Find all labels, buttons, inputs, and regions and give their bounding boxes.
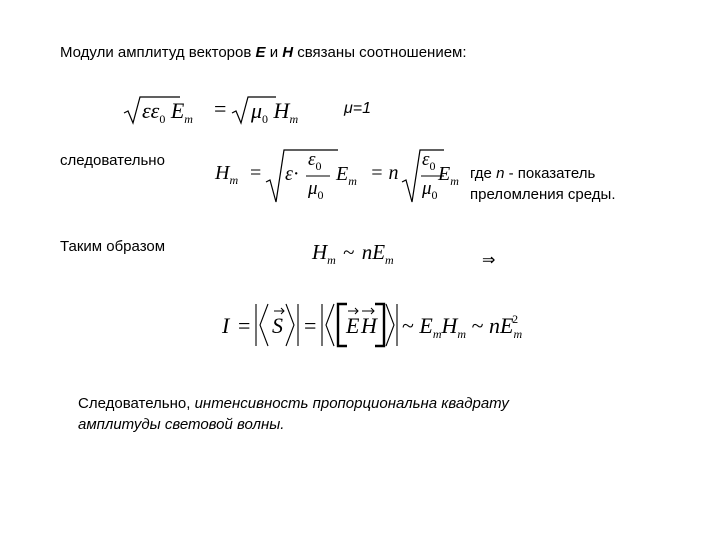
eq2-E: E	[336, 163, 349, 185]
eq2-equals-n: = n	[370, 162, 399, 184]
eq2-equals: =	[250, 162, 262, 184]
eq2-denominator: μ	[308, 178, 318, 199]
eq4-S: S	[272, 313, 283, 338]
eq4-I: I	[222, 313, 230, 338]
eq2-numerator: ε	[308, 149, 316, 170]
eq2-E2: E	[438, 163, 451, 185]
eq2-lhs: H	[215, 162, 230, 184]
eq2-numerator-2: ε	[422, 149, 430, 170]
eq1-lhs-var: E	[170, 98, 185, 123]
implies-arrow: ⇒	[482, 252, 496, 269]
eq4-H: H	[361, 313, 377, 338]
eq1-rhs-radicand: μ	[251, 98, 263, 123]
sqrt-sign-3	[264, 148, 384, 204]
label-therefore: следовательно	[60, 152, 165, 169]
eq4-E: E	[346, 313, 360, 338]
eq2-eps: ε	[285, 163, 293, 185]
vector-h-label: H	[282, 44, 294, 61]
conclusion-text: Следовательно, интенсивность пропорциональна квадрату амплитуды световой волны.	[78, 395, 509, 433]
vector-e-label: E	[255, 44, 266, 61]
eq2-denominator-2: μ	[422, 178, 432, 199]
equation-3: $H_m$ ~ $nE_m$	[312, 240, 394, 267]
eq1-rhs-var: H	[273, 98, 290, 123]
mu-note: μ=1	[344, 100, 372, 117]
label-thus: Таким образом	[60, 238, 166, 255]
intro-line: Модули амплитуд векторов E и H связаны соотношением:	[60, 44, 467, 61]
eq1-equals: =	[214, 96, 227, 121]
eq1-lhs-radicand: εε	[142, 98, 160, 123]
note-refraction: где n - показатель преломления среды.	[470, 165, 616, 203]
